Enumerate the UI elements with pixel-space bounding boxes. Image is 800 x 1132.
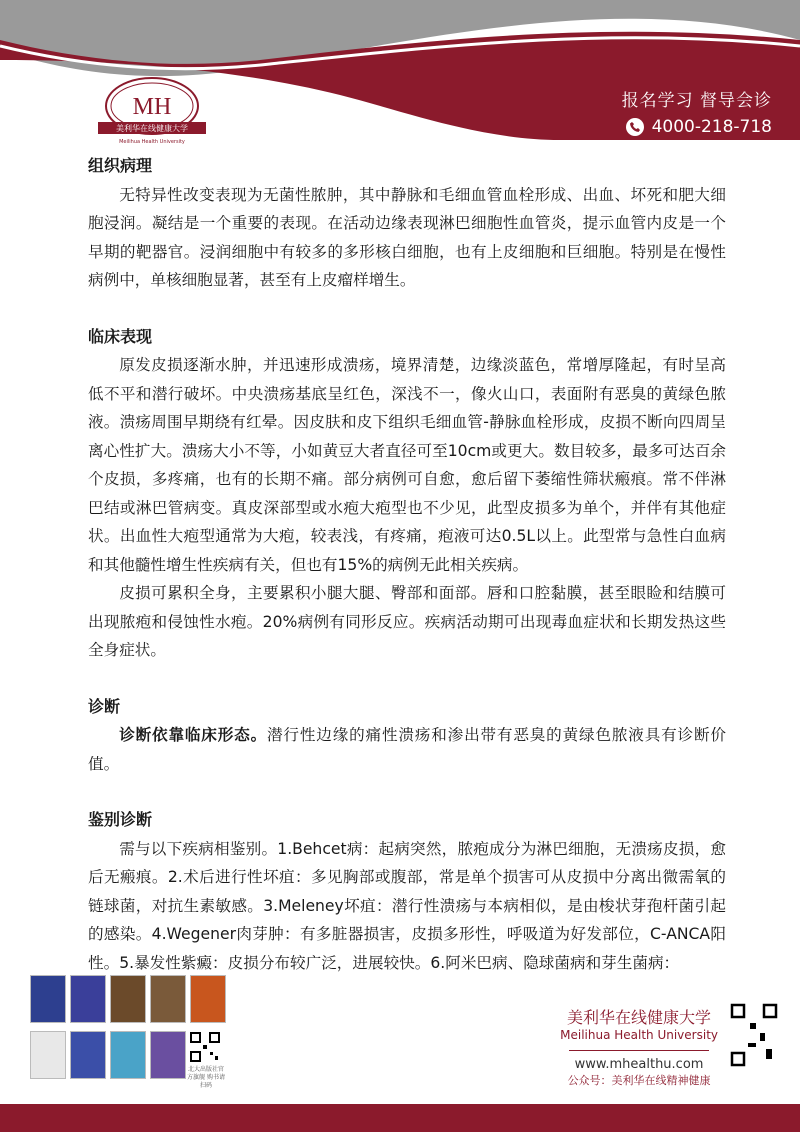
footer-bar [0, 1104, 800, 1132]
diagnosis-rest: 潜行性边缘的痛性溃疡和渗出带有恶臭的黄绿色脓液具有诊断价值。 [88, 726, 726, 773]
phone-number[interactable]: 4000-218-718 [651, 117, 772, 137]
footer-divider [569, 1050, 709, 1051]
header-contact [622, 86, 772, 137]
qr-caption: 北大出版社官方旗舰 购书请扫码 [187, 1066, 225, 1089]
section-title-diagnosis: 诊断 [88, 696, 121, 716]
book-cover [190, 975, 226, 1023]
diagnosis-lead: 诊断依靠临床形态。 [119, 726, 267, 744]
section-title-pathology: 组织病理 [88, 156, 153, 175]
differential-paragraph: 需与以下疾病相鉴别。1.Behcet病：起病突然，脓疱成分为淋巴细胞，无溃疡皮损，愈后无瘢痕。2.术后进行性坏疽：多见胸部或腹部，常是单个损害可从皮损中分离出微需氧的链球菌，对抗生素敏感。3.Meleney坏疽：潜行性溃疡与本病相似，是由梭状芽孢杆菌引起的感染。4.Wegener肉芽肿：有多脏器损害，皮损多形性，呼吸道为好发部位，C-ANCA阳性。5.暴发性紫癜：皮损分布较广泛，进展较快。6.阿米巴病、隐球菌病和芽生菌病： [88, 839, 726, 972]
article-body [88, 152, 726, 977]
section-title-clinical: 临床表现 [88, 326, 153, 346]
book-cover [70, 975, 106, 1023]
clinical-paragraph-2: 皮损可累积全身，主要累积小腿大腿、臀部和面部。唇和口腔黏膜，甚至眼睑和结膜可出现脓疱和侵蚀性水疱。20%病例有同形反应。疾病活动期可出现毒血症状和长期发热这些全身症状。 [88, 584, 726, 659]
qr-code-wechat[interactable] [730, 1003, 778, 1067]
clinical-paragraph-1: 原发皮损逐渐水肿，并迅速形成溃疡，境界清楚，边缘淡蓝色，常增厚隆起，有时呈高低不平和潜行破坏。中央溃疡基底呈红色，深浅不一，像火山口，表面附有恶臭的黄绿色脓液。溃疡周围早期绕有红晕。因皮肤和皮下组织毛细血管-静脉血栓形成，皮损不断向四周呈离心性扩大。溃疡大小不等，小如黄豆大者直径可至10cm或更大。数目较多，最多可达百余个皮损，多疼痛，也有的长期不痛。部分病例可自愈，愈后留下萎缩性筛状瘢痕。常不伴淋巴结或淋巴管病变。真皮深部型或水疱大疱型也不少见，此型皮损多为单个，并伴有其他症状。出血性大疱型通常为大疱，较表浅，有疼痛，疱液可达0.5L以上。此型常与急性白血病和其他髓性增生性疾病有关，但也有15%的病例无此相关疾病。 [88, 356, 726, 574]
qr-code-bookstore[interactable] [190, 1032, 220, 1062]
brand-logo [96, 76, 208, 148]
footer-brand-en: Meilihua Health University [560, 1028, 718, 1042]
footer-url[interactable]: www.mhealthu.com [574, 1057, 704, 1072]
logo-cn-text: 美利华在线健康大学 [116, 124, 188, 133]
book-cover [70, 1031, 106, 1079]
footer-brand [560, 1005, 718, 1088]
book-cover [110, 975, 146, 1023]
header-slogan: 报名学习 督导会诊 [621, 91, 772, 111]
book-cover [30, 1031, 66, 1079]
diagnosis-paragraph [88, 721, 726, 778]
book-cover [150, 975, 186, 1023]
phone-row[interactable] [622, 117, 772, 137]
pathology-paragraph: 无特异性改变表现为无菌性脓肿，其中静脉和毛细血管血栓形成、出血、坏死和肥大细胞浸润。凝结是一个重要的表现。在活动边缘表现淋巴细胞性血管炎，提示血管内皮是一个早期的靶器官。浸润细胞中有较多的多形核白细胞，也有上皮细胞和巨细胞。特别是在慢性病例中，单核细胞显著，甚至有上皮瘤样增生。 [88, 185, 726, 289]
book-cover [150, 1031, 186, 1079]
logo-mark: MH [132, 94, 172, 120]
phone-icon [626, 118, 644, 136]
book-cover [110, 1031, 146, 1079]
logo-en-text: Meilihua Health University [119, 139, 185, 145]
book-cover [30, 975, 66, 1023]
footer-wechat: 公众号：美利华在线精神健康 [567, 1074, 711, 1087]
footer-brand-cn: 美利华在线健康大学 [567, 1008, 712, 1027]
section-title-differential: 鉴别诊断 [88, 810, 153, 829]
